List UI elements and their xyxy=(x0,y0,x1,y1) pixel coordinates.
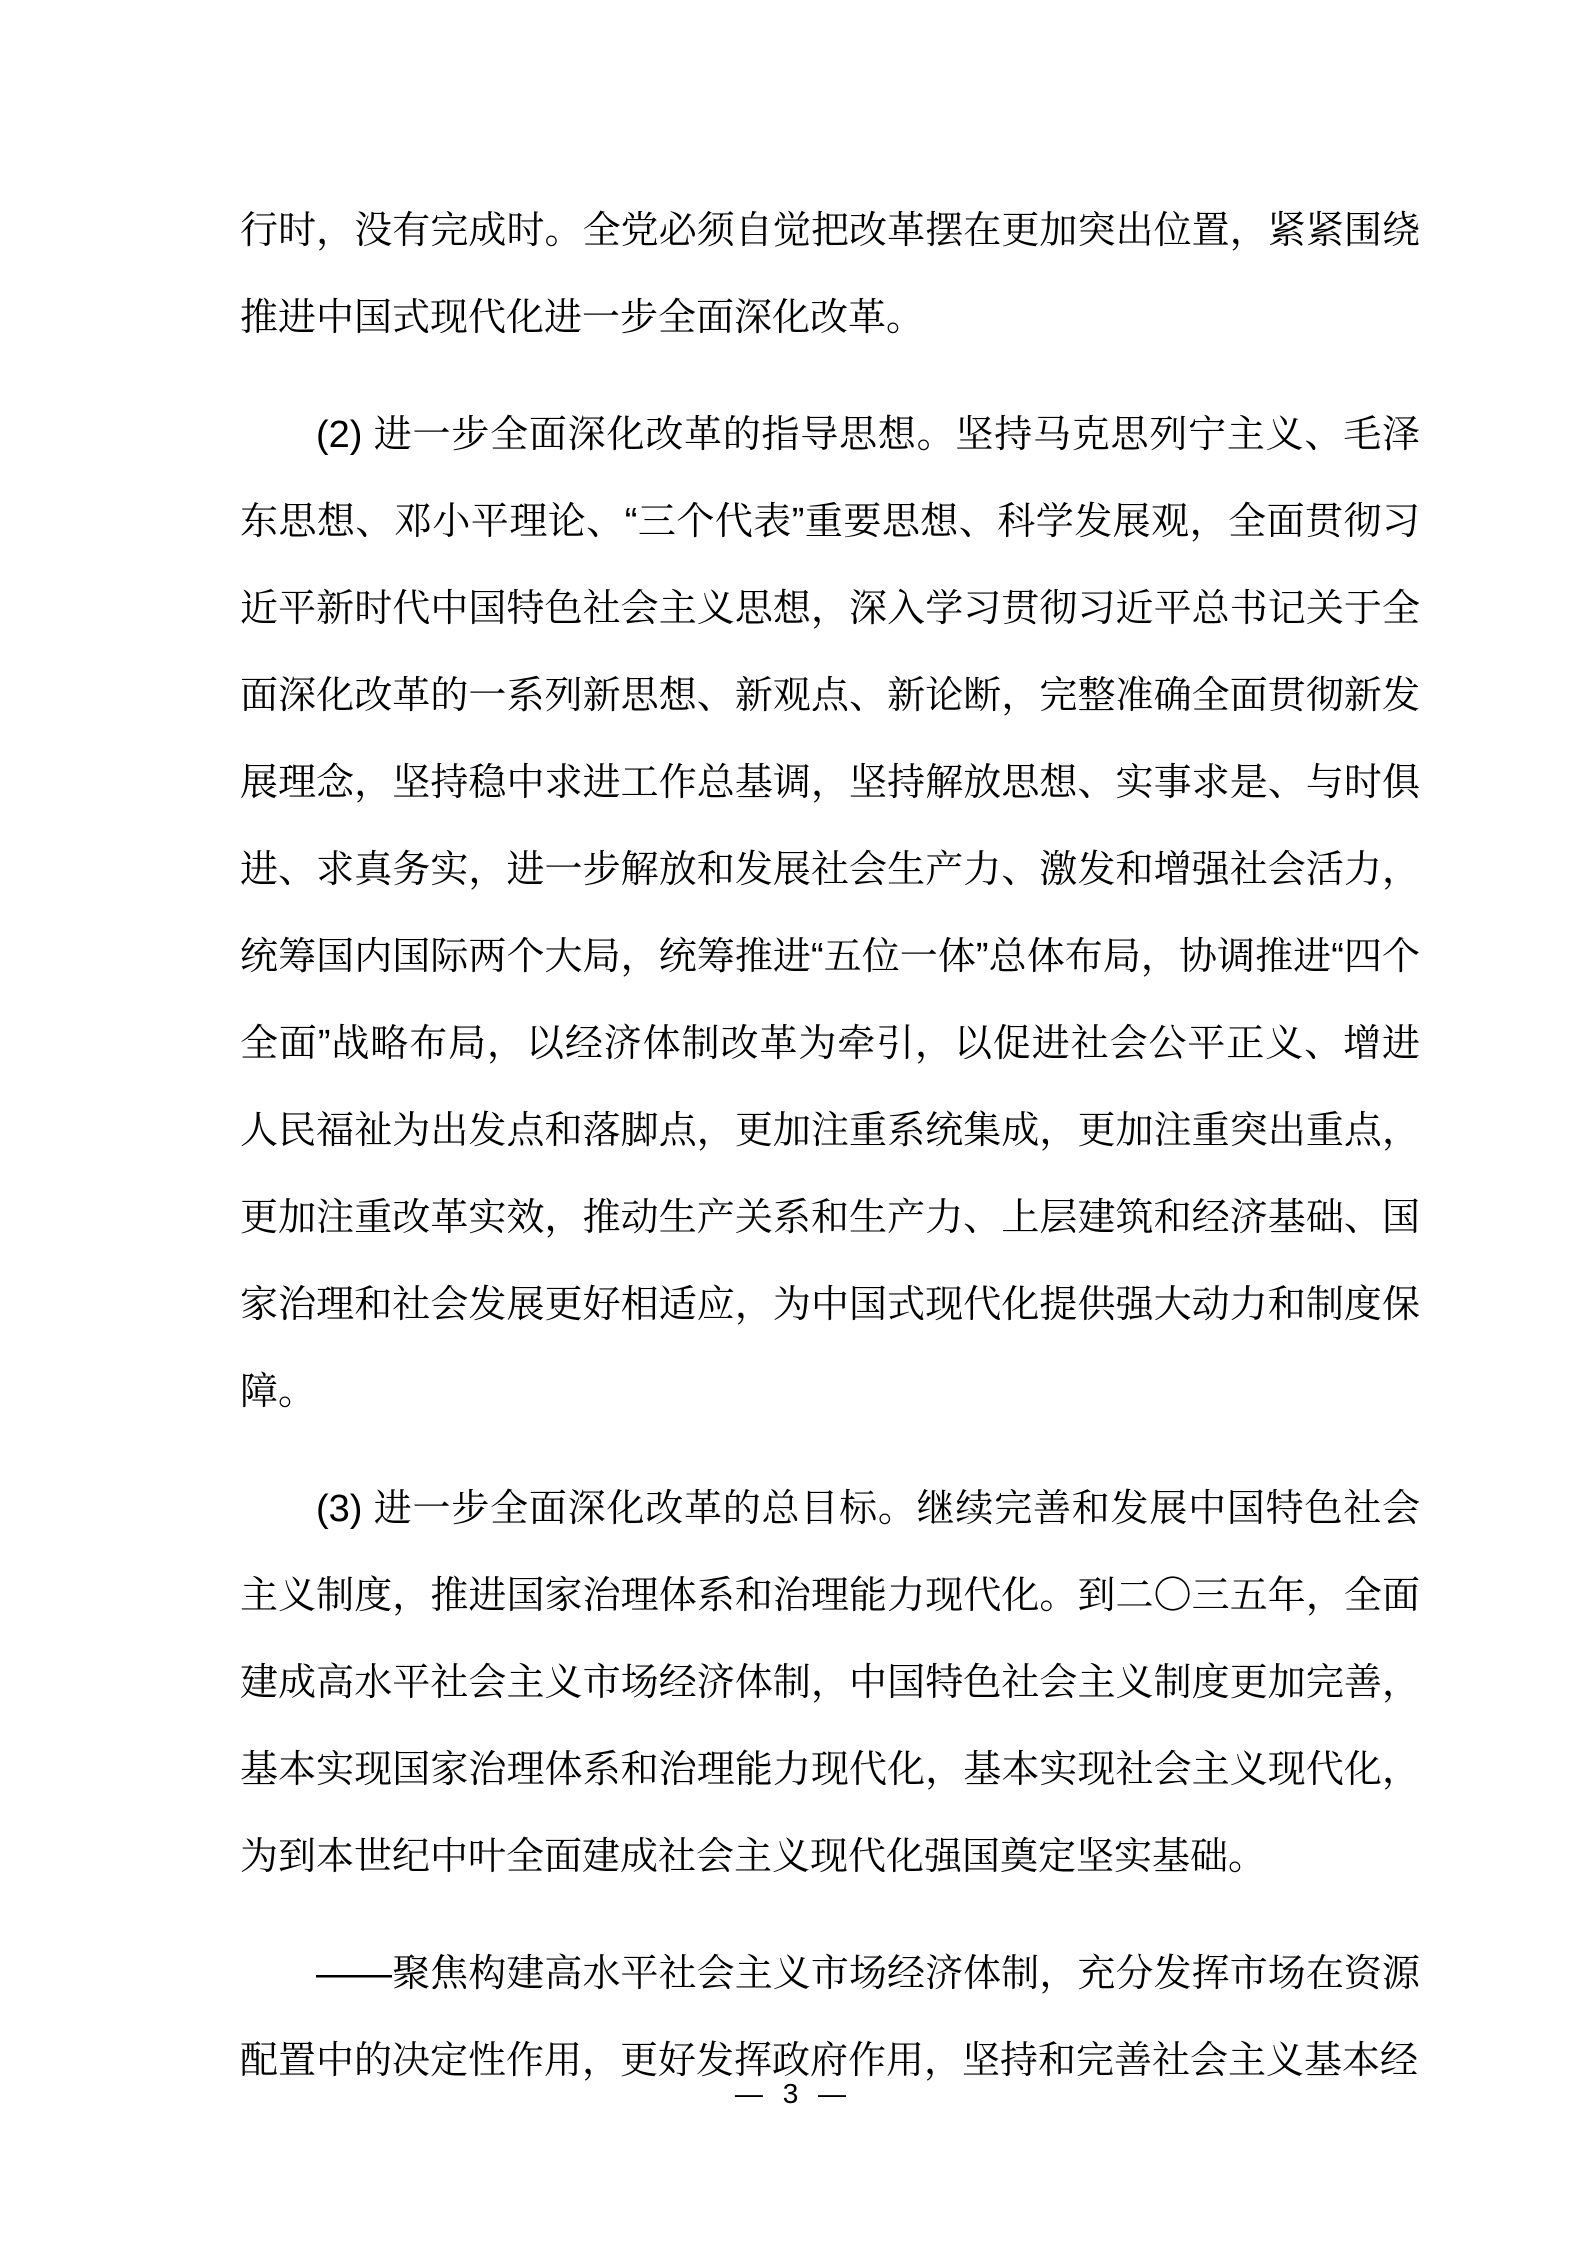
paragraph: (2) 进一步全面深化改革的指导思想。坚持马克思列宁主义、毛泽东思想、邓小平理论、“三个代表”重要思想、科学发展观，全面贯彻习近平新时代中国特色社会主义思想，深入学习贯彻习近平总书记关于全面深化改革的一系列新思想、新观点、新论断，完整准确全面贯彻新发展理念，坚持稳中求进工作总基调，坚持解放思想、实事求是、与时俱进、求真务实，进一步解放和发展社会生产力、激发和增强社会活力，统筹国内国际两个大局，统筹推进“五位一体”总体布局，协调推进“四个全面”战略布局，以经济体制改革为牵引，以促进社会公平正义、增进人民福祉为出发点和落脚点，更加注重系统集成，更加注重突出重点，更加注重改革实效，推动生产关系和生产力、上层建筑和经济基础、国家治理和社会发展更好相适应，为中国式现代化提供强大动力和制度保障。 xyxy=(240,414,1420,1413)
page-number: — 3 — xyxy=(734,2078,853,2109)
paragraph: 行时，没有完成时。全党必须自觉把改革摆在更加突出位置，紧紧围绕推进中国式现代化进一步全面深化改革。 xyxy=(240,210,1420,339)
paragraph: (3) 进一步全面深化改革的总目标。继续完善和发展中国特色社会主义制度，推进国家治理体系和治理能力现代化。到二〇三五年，全面建成高水平社会主义市场经济体制，中国特色社会主义制度更加完善，基本实现国家治理体系和治理能力现代化，基本实现社会主义现代化，为到本世纪中叶全面建成社会主义现代化强国奠定坚实基础。 xyxy=(240,1488,1420,1878)
body-text xyxy=(240,188,1420,2105)
paragraph: ——聚焦构建高水平社会主义市场经济体制，充分发挥市场在资源配置中的决定性作用，更好发挥政府作用，坚持和完善社会主义基本经 xyxy=(240,1953,1420,2082)
